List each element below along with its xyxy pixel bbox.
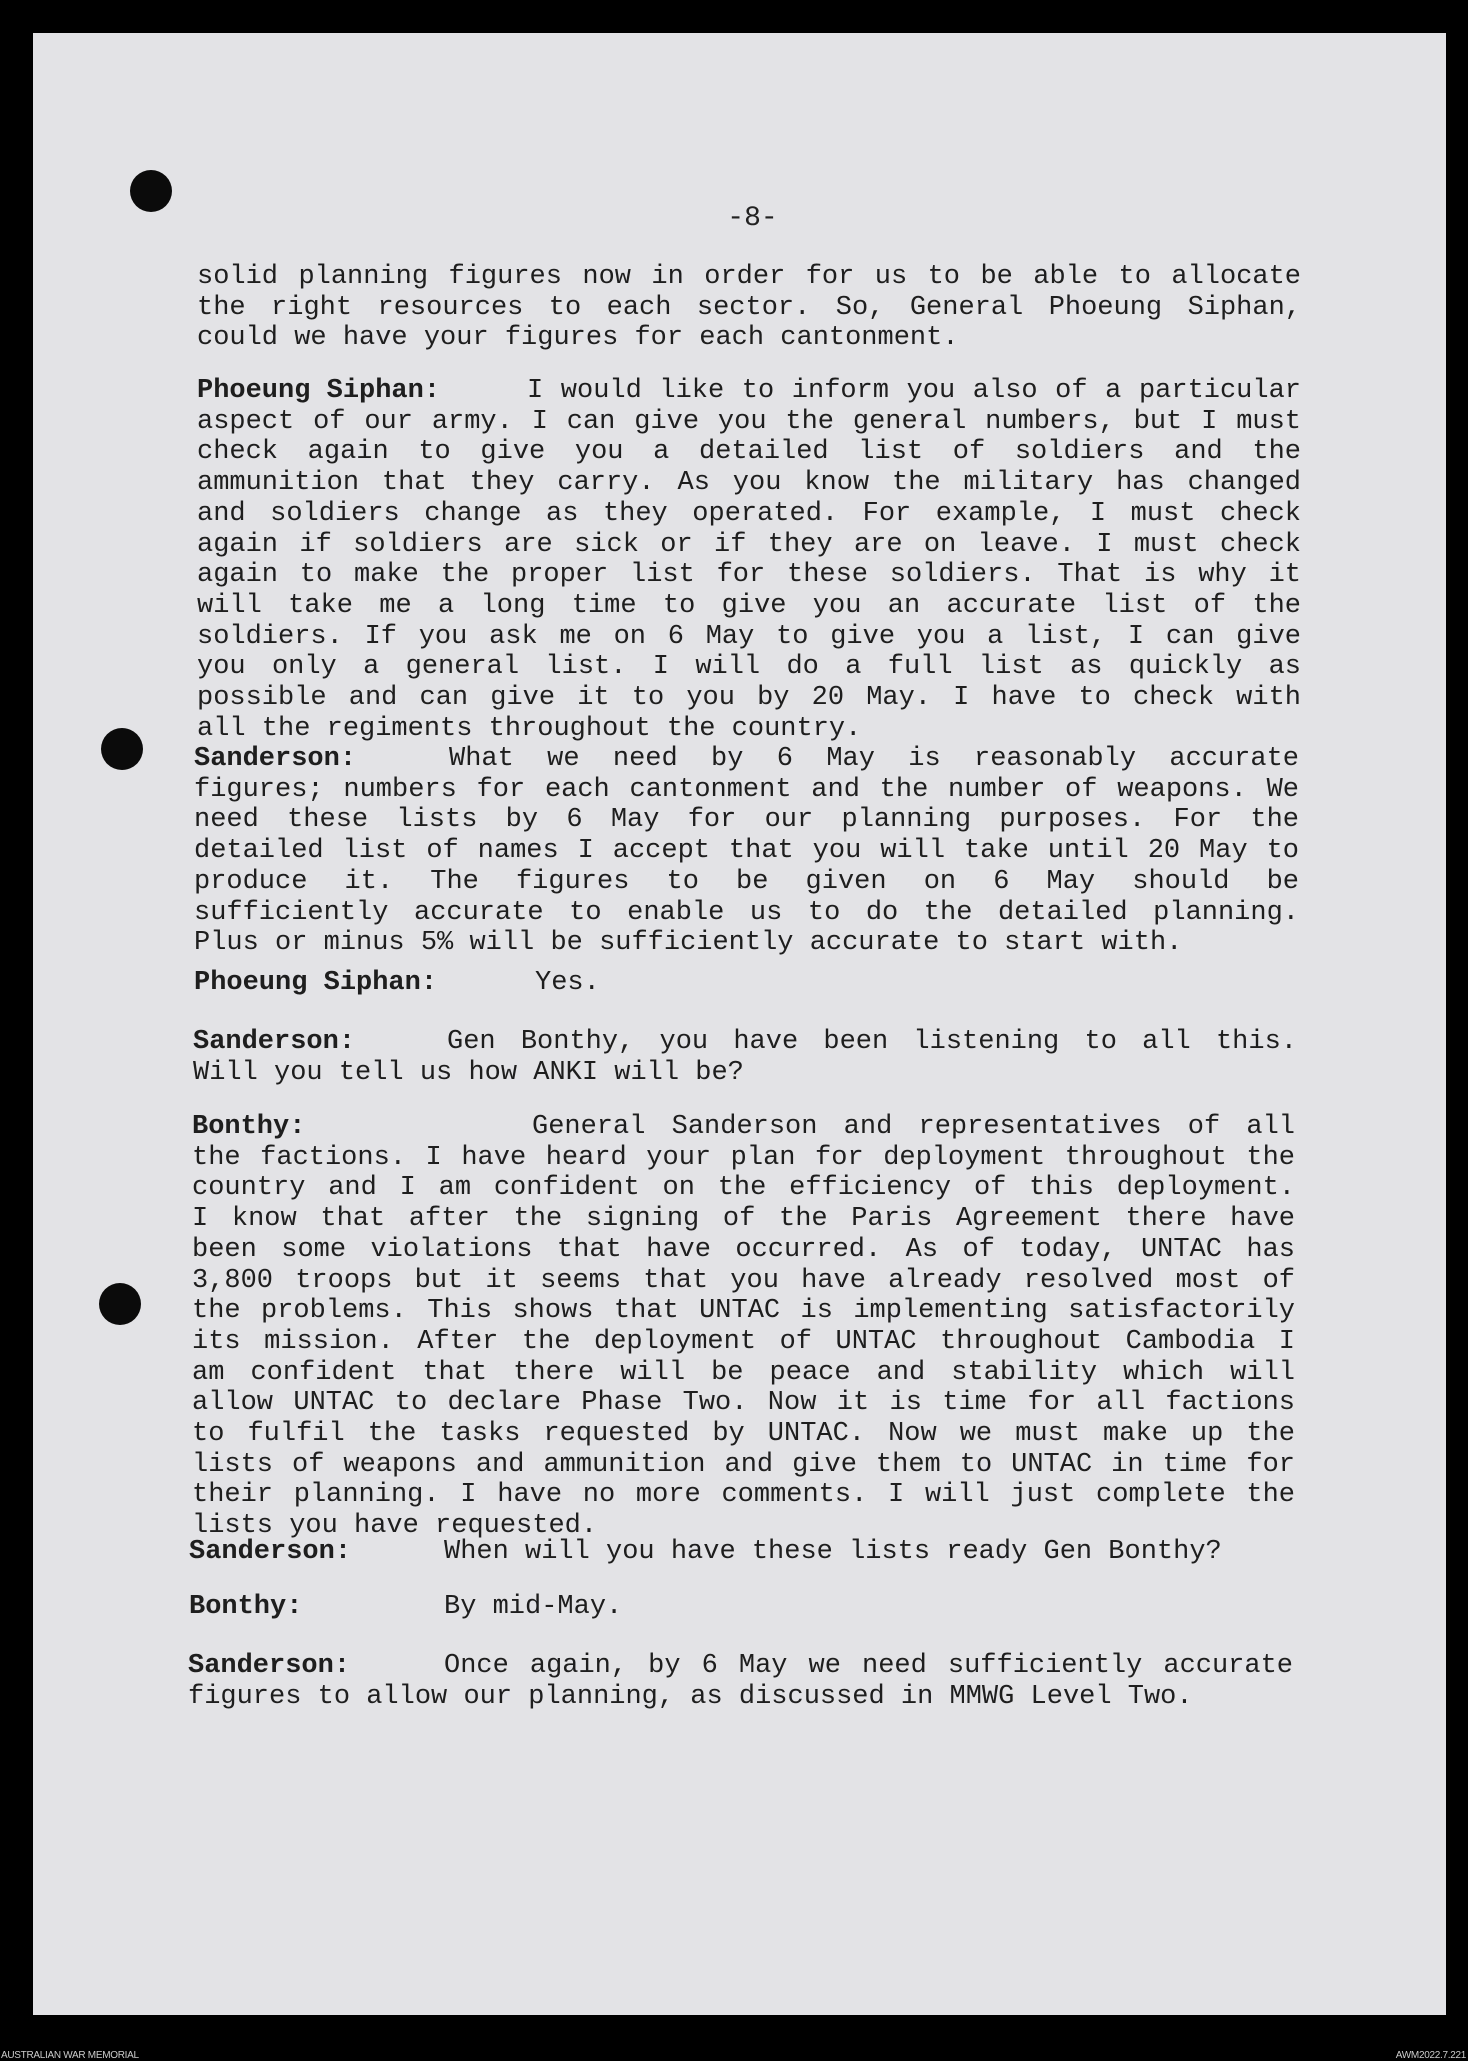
speaker-name: Phoeung Siphan:: [194, 968, 438, 998]
speaker-entry: [188, 1651, 1293, 1712]
text-line: again to make the proper list for these soldiers. That is why it: [197, 560, 1301, 591]
text-line: again if soldiers are sick or if they are on leave. I must check: [197, 529, 1301, 560]
text-line: sufficiently accurate to enable us to do the detailed planning.: [194, 897, 1299, 928]
text-line: By mid-May.: [444, 1592, 623, 1622]
text-line: I would like to inform you also of a particular: [527, 376, 1301, 406]
text-line: the problems. This shows that UNTAC is implementing satisfactorily: [192, 1296, 1295, 1327]
footer-accession-number: AWM2022.7.221: [1395, 2050, 1466, 2061]
speaker-entry: [193, 1027, 1297, 1088]
speaker-entry: [194, 968, 1299, 999]
text-line: figures; numbers for each cantonment and the number of weapons. We: [194, 774, 1299, 805]
text-line: to fulfil the tasks requested by UNTAC. Now we must make up the: [192, 1419, 1295, 1450]
text-line: 3,800 troops but it seems that you have already resolved most of: [192, 1265, 1295, 1296]
text-line: and soldiers change as they operated. For example, I must check: [197, 498, 1301, 529]
text-line: detailed list of names I accept that you will take until 20 May to: [194, 836, 1299, 867]
text-line: Once again, by 6 May we need sufficiently accurate: [444, 1651, 1293, 1681]
speaker-name: Sanderson:: [188, 1651, 351, 1681]
text-line: the factions. I have heard your plan for deployment throughout the: [192, 1142, 1295, 1173]
text-line: figures to allow our planning, as discussed in MMWG Level Two.: [188, 1681, 1193, 1712]
opening-paragraph: [197, 262, 1301, 354]
footer-institution: AUSTRALIAN WAR MEMORIAL: [1, 2050, 139, 2061]
text-line: all the regiments throughout the country.: [197, 713, 862, 744]
text-line: need these lists by 6 May for our planning purposes. For the: [194, 805, 1299, 836]
text-line: Gen Bonthy, you have been listening to all this.: [447, 1027, 1297, 1057]
text-line: its mission. After the deployment of UNTAC throughout Cambodia I: [192, 1326, 1295, 1357]
text-line: lists of weapons and ammunition and give them to UNTAC in time for: [192, 1449, 1295, 1480]
speaker-name: Sanderson:: [189, 1537, 352, 1567]
text-line: lists you have requested.: [192, 1511, 598, 1542]
speaker-entry: [197, 376, 1301, 744]
text-line: their planning. I have no more comments. I will just complete the: [192, 1480, 1295, 1511]
text-line: aspect of our army. I can give you the general numbers, but I must: [197, 406, 1301, 437]
punch-hole: [101, 728, 143, 770]
text-line: What we need by 6 May is reasonably accurate: [449, 744, 1299, 774]
text-line: allow UNTAC to declare Phase Two. Now it is time for all factions: [192, 1388, 1295, 1419]
text-line: ammunition that they carry. As you know the military has changed: [197, 468, 1301, 499]
text-line: country and I am confident on the efficiency of this deployment.: [192, 1173, 1295, 1204]
text-line: Yes.: [535, 968, 600, 998]
speaker-name: Sanderson:: [193, 1027, 356, 1057]
text-line: could we have your figures for each cantonment.: [197, 323, 959, 354]
text-line: produce it. The figures to be given on 6 May should be: [194, 866, 1299, 897]
speaker-entry: [192, 1112, 1295, 1542]
speaker-entry: [194, 744, 1299, 959]
text-line: soldiers. If you ask me on 6 May to give you a list, I can give: [197, 621, 1301, 652]
text-line: General Sanderson and representatives of all: [532, 1112, 1295, 1142]
text-line: When will you have these lists ready Gen Bonthy?: [444, 1537, 1222, 1567]
speaker-name: Sanderson:: [194, 744, 357, 774]
text-line: been some violations that have occurred. As of today, UNTAC has: [192, 1234, 1295, 1265]
text-line: the right resources to each sector. So, General Phoeung Siphan,: [197, 292, 1301, 323]
speaker-entry: [189, 1537, 1294, 1568]
speaker-name: Bonthy:: [192, 1112, 306, 1142]
text-line: you only a general list. I will do a full list as quickly as: [197, 652, 1301, 683]
text-line: solid planning figures now in order for us to be able to allocate: [197, 262, 1301, 292]
punch-hole: [99, 1283, 141, 1325]
text-line: Will you tell us how ANKI will be?: [193, 1057, 744, 1088]
text-line: will take me a long time to give you an accurate list of the: [197, 590, 1301, 621]
speaker-entry: [189, 1592, 1294, 1623]
text-line: possible and can give it to you by 20 May. I have to check with: [197, 683, 1301, 714]
speaker-name: Phoeung Siphan:: [197, 376, 441, 406]
text-line: I know that after the signing of the Paris Agreement there have: [192, 1204, 1295, 1235]
text-line: am confident that there will be peace and stability which will: [192, 1357, 1295, 1388]
speaker-name: Bonthy:: [189, 1592, 303, 1622]
text-line: Plus or minus 5% will be sufficiently accurate to start with.: [194, 928, 1183, 959]
page-number: -8-: [727, 203, 778, 234]
text-line: check again to give you a detailed list of soldiers and the: [197, 437, 1301, 468]
